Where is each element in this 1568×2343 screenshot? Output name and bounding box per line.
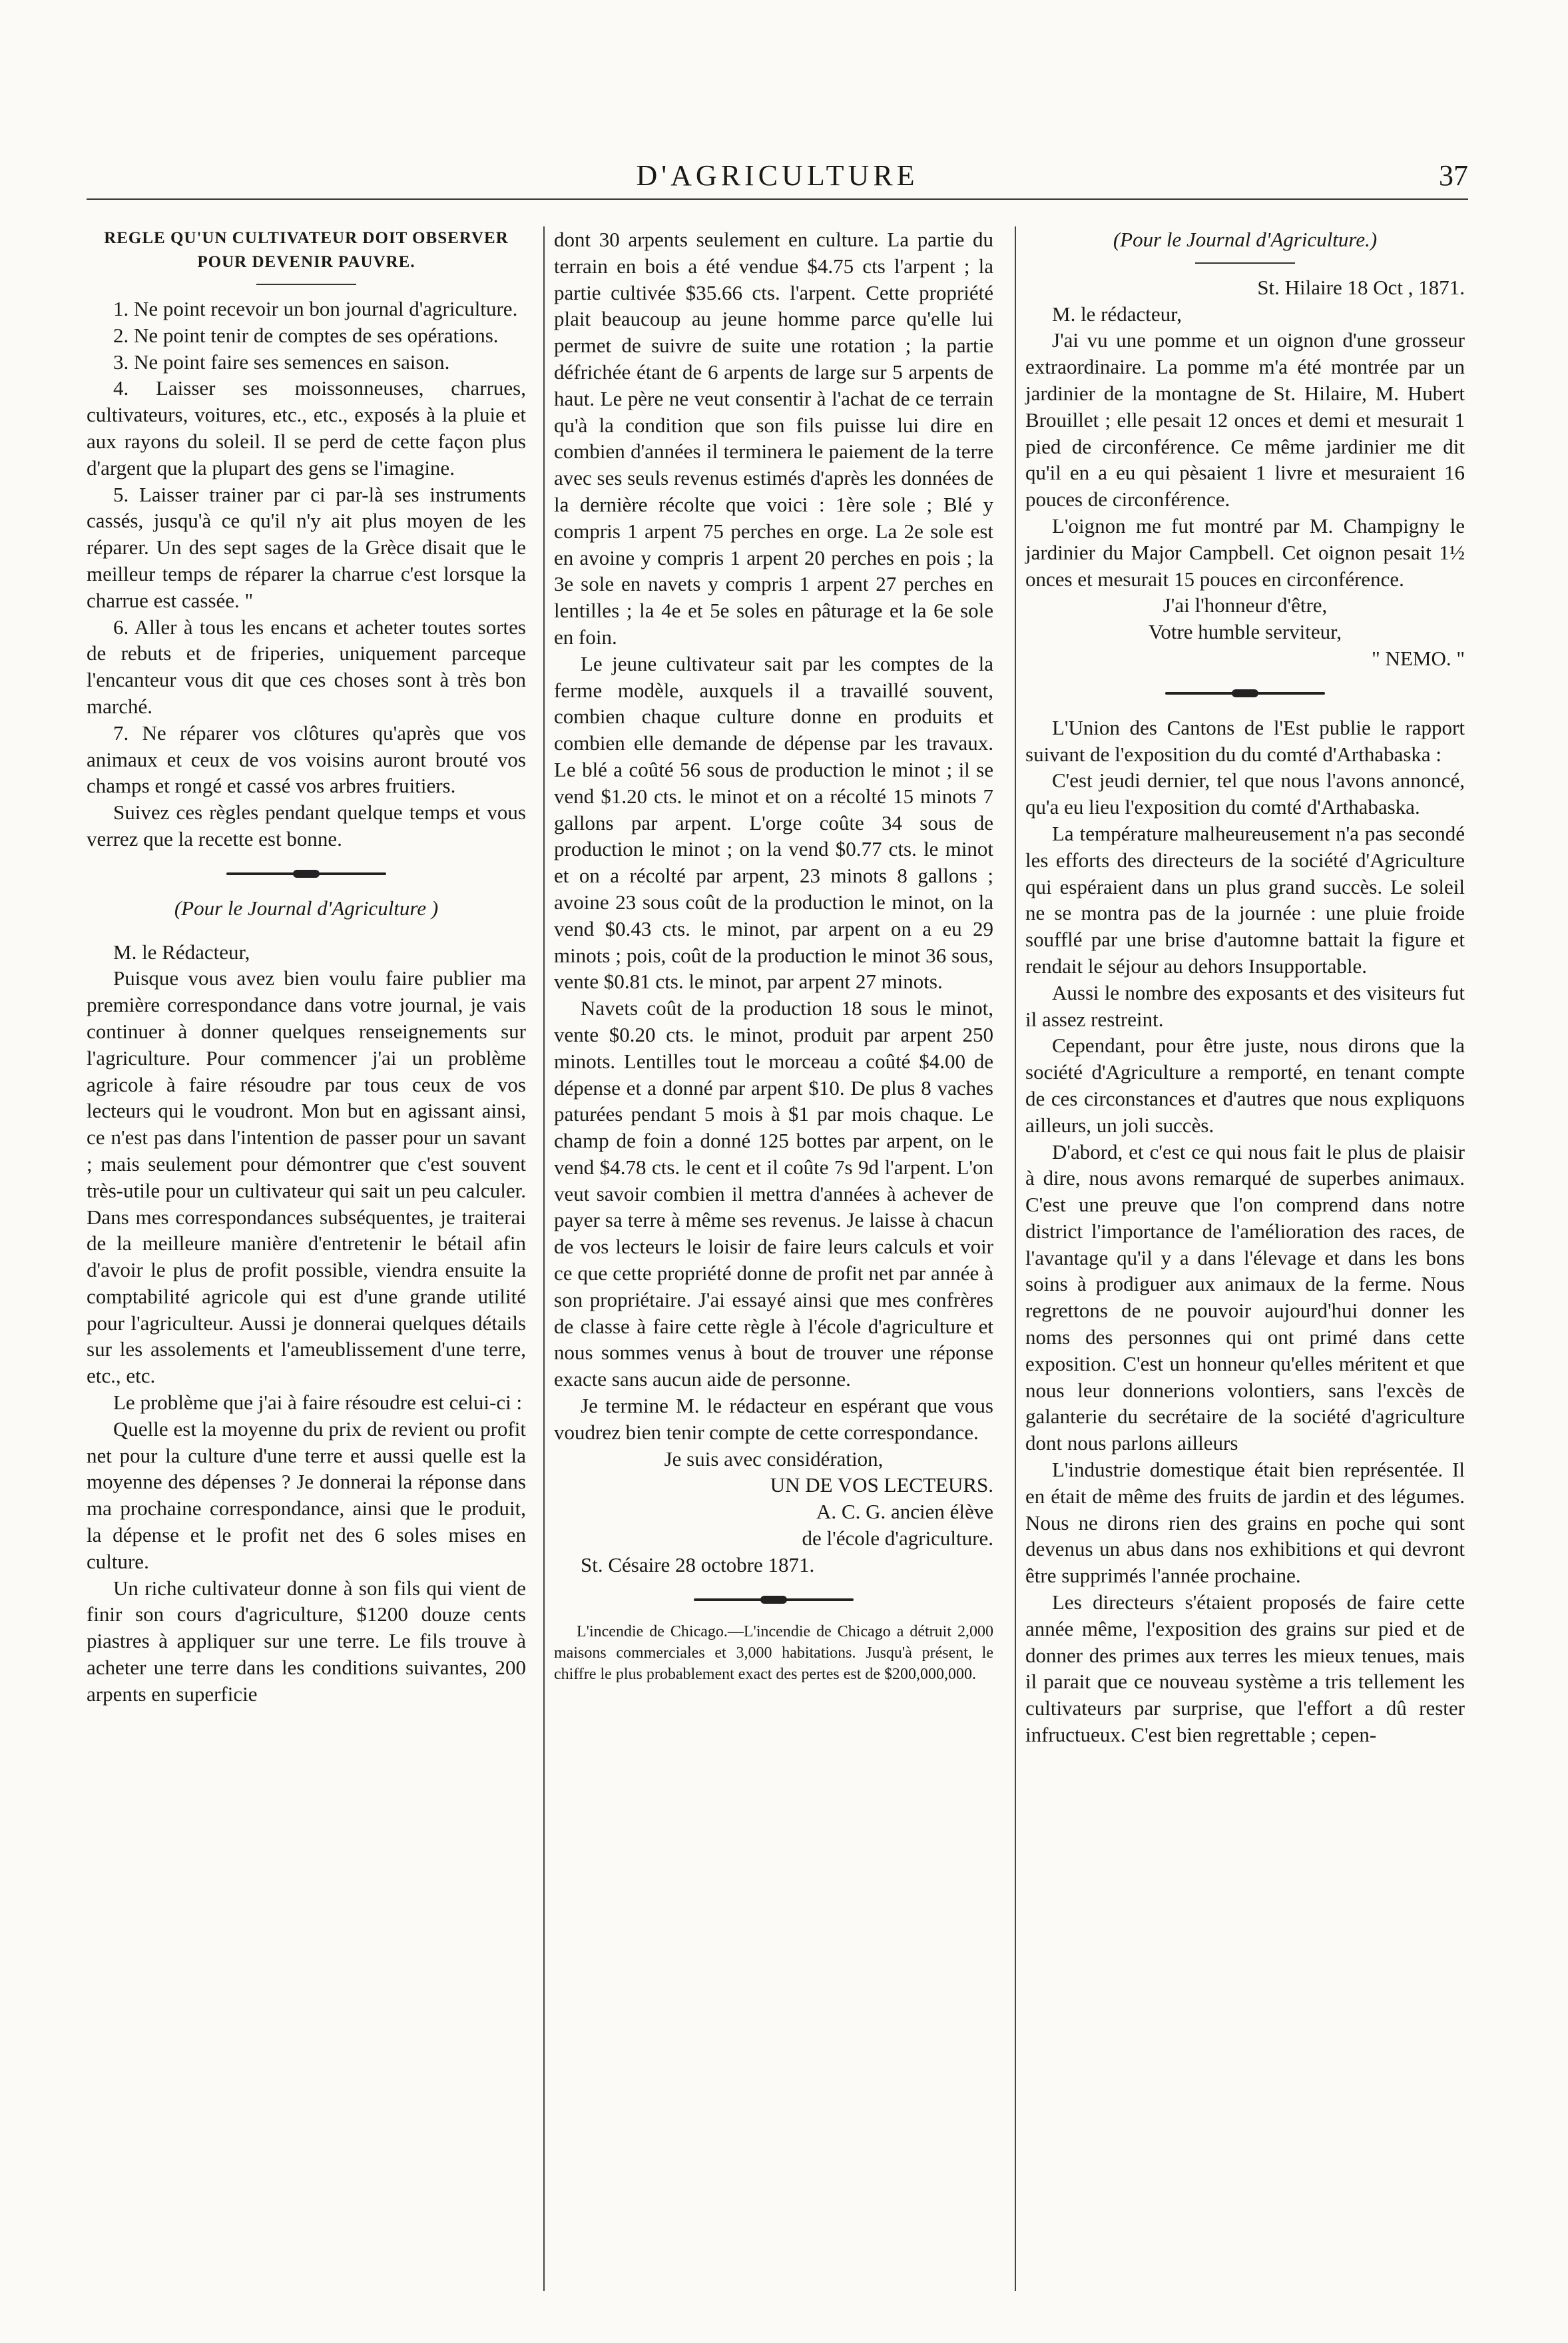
rule-item: 7. Ne réparer vos clôtures qu'après que vos animaux et ceux de vos voisins auront brouté vos champs et rongé et cassé vos arbres fruitiers. — [87, 721, 526, 798]
page-number: 37 — [1439, 159, 1468, 192]
letter-paragraph: J'ai vu une pomme et un oignon d'une grosseur extraordinaire. La pomme m'a été montrée par un jardinier de la montagne de St. Hilaire, M. Hubert Brouillet ; elle pesait 12 onces et demi et mesurait 1 pied de circonférence. Ce même jardinier me dit qu'il en a eu qui pèsaient 1 livre et mesuraient 16 pouces de circonférence. — [1025, 328, 1465, 511]
spacer — [87, 922, 526, 939]
letter-dateline: St. Hilaire 18 Oct , 1871. — [1257, 275, 1465, 299]
column-divider-left — [543, 226, 545, 2291]
ornamental-rule — [694, 1598, 854, 1601]
column-middle — [554, 226, 993, 1685]
ornamental-rule — [226, 872, 386, 875]
letter-paragraph: L'oignon me fut montré par M. Champigny le jardinier du Major Campbell. Cet oignon pesait 1½ onces et mesurait 15 pouces en circonférence. — [1025, 513, 1465, 591]
column-left — [87, 226, 526, 1708]
letter-paragraph: Le jeune cultivateur sait par les comptes de la ferme modèle, auxquels il a travaillé souvent, combien chaque culture donne en produits et combien elle demande de dépense par les travaux. Le blé a coûté 56 sous de production le minot ; il se vend $1.20 cts. le minot et on a récolté 15 minots 7 gallons par arpent. L'orge coûte 34 sous de production le minot ; on la vend $0.77 cts. le minot et on a récolté par arpent, 23 minots 8 gallons ; avoine 23 sous coût de la production le minot, on la vend $0.43 cts. le minot, par arpent on a eu 29 minots ; pois, coût de la production le minot 36 sous, vente $0.81 cts. le minot, par arpent 27 minots. — [554, 651, 993, 994]
rules-closing: Suivez ces règles pendant quelque temps et vous verrez que la recette est bonne. — [87, 801, 526, 850]
rule-item: 6. Aller à tous les encans et acheter toutes sortes de rebuts et de friperies, uniquement parceque l'encanteur vous dit que ces choses sont à très bon marché. — [87, 615, 526, 718]
letter-salutation: M. le Rédacteur, — [113, 940, 250, 964]
news-note: L'incendie de Chicago.—L'incendie de Chicago a détruit 2,000 maisons commerciales et 3,000 habitations. Jusqu'à présent, le chiffre le plus probablement exact des pertes est de $200,000,000. — [554, 1622, 993, 1683]
letter-salutation: M. le rédacteur, — [1052, 302, 1182, 326]
report-paragraph: L'industrie domestique était bien représentée. Il en était de même des fruits de jardin et des légumes. Nous ne dirons rien des grains en poche qui sont devenus un abus dans nos exhibitions et qui devront être supprimés l'année prochaine. — [1025, 1458, 1465, 1588]
article-heading: REGLE QU'UN CULTIVATEUR DOIT OBSERVER POUR DEVENIR PAUVRE. — [104, 229, 509, 271]
letter-source: (Pour le Journal d'Agriculture.) — [1113, 228, 1378, 251]
rule-item: 5. Laisser trainer par ci par-là ses instruments cassés, jusqu'à ce qu'il n'y ait plus moyen de les réparer. Un des sept sages de la Grèce disait que le meilleur temps de réparer la charrue c'est lorsque la charrue est cassée. " — [87, 482, 526, 612]
rule-item: 1. Ne point recevoir un bon journal d'agriculture. — [113, 297, 518, 320]
letter-signature-2: A. C. G. ancien élève — [816, 1500, 993, 1524]
letter-paragraph: Puisque vous avez bien voulu faire publier ma première correspondance dans votre journal, je vais continuer à donner quelques renseignements sur l'agriculture. Pour commencer j'ai un problème agricole à faire résoudre par tous ceux de vos lecteurs qui le voudront. Mon but en agissant ainsi, ce n'est pas dans l'intention de passer pour un savant ; mais seulement pour démontrer que c'est souvent très-utile pour un cultivateur qui sait un peu calculer. Dans mes correspondances subséquentes, je traiterai de la meilleure manière d'entretenir le bétail afin d'avoir le plus de profit possible, viendra ensuite la comptabilité agricole qui est d'une grande utilité pour l'agriculteur. Aussi je donnerai quelques détails sur les assolements et l'ameublissement d'une terre, etc., etc. — [87, 966, 526, 1388]
letter-paragraph: Un riche cultivateur donne à son fils qui vient de finir son cours d'agriculture, $1200 douze cents piastres à appliquer sur une terre. Le fils trouve à acheter une terre dans les conditions suivantes, 200 arpents en superficie — [87, 1576, 526, 1706]
report-paragraph: La température malheureusement n'a pas secondé les efforts des directeurs de la société d'Agriculture qui espéraient dans un plus grand succès. Le soleil ne se montra pas de la journée : une pluie froide soufflé par une brise d'automne battait la figure et rendait le séjour au dehors Insupportable. — [1025, 821, 1465, 978]
rule-item: 4. Laisser ses moissonneuses, charrues, cultivateurs, voitures, etc., etc., exposés à la pluie et aux rayons du soleil. Il se perd de cette façon plus d'argent que la plupart des gens se l'imagine. — [87, 376, 526, 480]
report-paragraph: L'Union des Cantons de l'Est publie le rapport suivant de l'exposition du du comté d'Arthabaska : — [1025, 715, 1465, 766]
section-rule — [1195, 262, 1295, 264]
rule-item: 3. Ne point faire ses semences en saison. — [113, 350, 450, 374]
column-divider-right — [1015, 226, 1016, 2291]
letter-closing-2: Votre humble serviteur, — [1148, 620, 1342, 644]
report-paragraph: Aussi le nombre des exposants et des visiteurs fut il assez restreint. — [1025, 980, 1465, 1031]
letter-dateline: St. Césaire 28 octobre 1871. — [581, 1552, 815, 1576]
letter-paragraph: Quelle est la moyenne du prix de revient ou profit net pour la culture d'une terre et aussi quelle est la moyenne des dépenses ? Je donnerai la réponse dans ma prochaine correspondance, ainsi que le produit, la dépense et le profit net des 6 soles mises en culture. — [87, 1417, 526, 1573]
column-right — [1025, 226, 1465, 1748]
letter-signature-3: de l'école d'agriculture. — [802, 1526, 993, 1550]
letter-signature: UN DE VOS LECTEURS. — [770, 1473, 993, 1497]
letter-signature: " NEMO. " — [1372, 646, 1465, 670]
letter-closing: J'ai l'honneur d'être, — [1163, 593, 1328, 617]
letter-paragraph: Le problème que j'ai à faire résoudre est celui-ci : — [113, 1391, 523, 1415]
ornamental-rule — [1165, 692, 1325, 695]
letter-source: (Pour le Journal d'Agriculture ) — [174, 896, 439, 920]
report-paragraph: D'abord, et c'est ce qui nous fait le plus de plaisir à dire, nous avons remarqué de superbes animaux. C'est une preuve que l'on comprend dans notre district l'importance de l'amélioration des races, de l'avantage qu'il y a dans l'élevage et dans les bons soins à prodiguer aux animaux de la ferme. Nous regrettons de ne pouvoir aujourd'hui donner les noms des personnes qui ont primé dans cette exposition. C'est un honneur qu'elles méritent et que nous leur donnerions volontiers, sans l'excès de galanterie du secrétaire de la société d'agriculture dont nous parlons ailleurs — [1025, 1140, 1465, 1455]
letter-paragraph: Je termine M. le rédacteur en espérant que vous voudrez bien tenir compte de cette correspondance. — [554, 1394, 993, 1444]
report-paragraph: Les directeurs s'étaient proposés de faire cette année même, l'exposition des grains sur pied et de donner des primes aux terres les mieux tenues, mais il parait que ce nouveau système a tris tellement les cultivateurs par surprise, que l'effort a dû rester infructueux. C'est bien regrettable ; cepen- — [1025, 1590, 1465, 1747]
rule-item: 2. Ne point tenir de comptes de ses opérations. — [113, 323, 499, 347]
section-rule — [256, 284, 356, 285]
running-title: D'AGRICULTURE — [636, 159, 919, 192]
report-paragraph: C'est jeudi dernier, tel que nous l'avons annoncé, qu'a eu lieu l'exposition du comté d'Arthabaska. — [1025, 769, 1465, 819]
report-paragraph: Cependant, pour être juste, nous dirons que la société d'Agriculture a remporté, en tenant compte de ces circonstances et d'autres que nous expliquons ailleurs, un joli succès. — [1025, 1034, 1465, 1137]
running-head — [87, 159, 1468, 200]
letter-regards: Je suis avec considération, — [664, 1447, 884, 1471]
letter-paragraph: Navets coût de la production 18 sous le minot, vente $0.20 cts. le minot, produit par arpent 250 minots. Lentilles tout le morceau a coûté $4.00 de dépense et a donné par arpent $10. De plus 8 vaches paturées pendant 5 mois à $1 par mois chaque. Le champ de foin a donné 125 bottes par arpent, on le vend $4.78 cts. le cent et il coûte 7s 9d l'arpent. L'on veut savoir combien il mettra d'années à achever de payer sa terre à même ses revenus. Je laisse à chacun de vos lecteurs le loisir de faire leurs calculs et voir ce que cette propriété donne de profit net par année à son propriétaire. J'ai essayé ainsi que mes confrères de classe à faire cette règle à l'école d'agriculture et nous sommes venus à bout de trouver une réponse exacte sans aucun aide de personne. — [554, 996, 993, 1391]
letter-paragraph: dont 30 arpents seulement en culture. La partie du terrain en bois a été vendue $4.75 cts l'arpent ; la partie cultivée $35.66 cts. l'arpent. Cette propriété plait beaucoup au jeune homme parce qu'elle lui permet de suivre de suite une rotation ; la partie défrichée étant de 6 arpents de large sur 5 arpents de haut. Le père ne veut consentir à l'achat de ce terrain qu'à la condition que son fils puisse lui dire en combien d'années il terminera le paiement de la terre avec ses seuls revenus estimés d'après les données de la dernière récolte que voici : 1ère sole ; Blé y compris 1 arpent 75 perches en orge. La 2e sole est en avoine y compris 1 arpent 20 perches en pois ; la 3e sole en navets y compris 1 arpent 27 perches en lentilles ; la 4e et 5e soles en pâturage et la 6e sole en foin. — [554, 228, 993, 649]
